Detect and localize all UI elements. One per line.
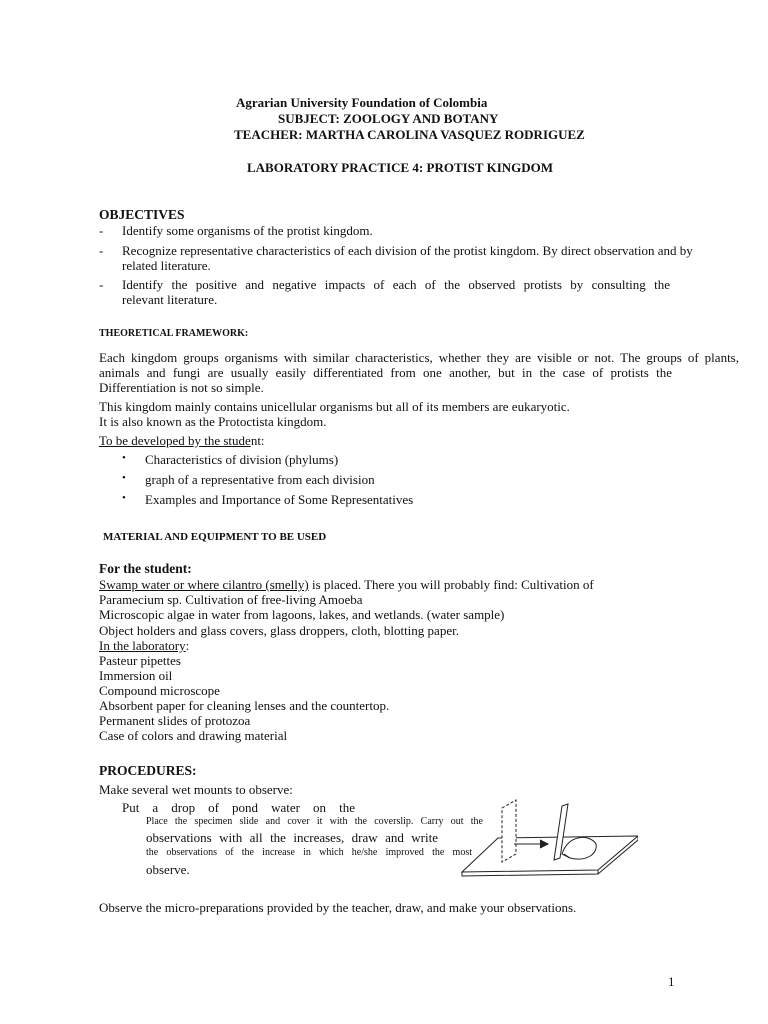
- lab-title-rest: :: [185, 638, 190, 653]
- framework-title: THEORETICAL FRAMEWORK:: [99, 328, 249, 339]
- objective-dash: -: [99, 243, 104, 258]
- develop-label: [99, 433, 265, 448]
- bullet-icon: •: [122, 452, 126, 464]
- swamp-line-rest: is placed. There you will probably find: Cultivation of: [308, 577, 594, 592]
- objectives-title: OBJECTIVES: [99, 207, 185, 222]
- procedures-intro: Make several wet mounts to observe:: [99, 782, 293, 797]
- lab-title: [99, 638, 189, 653]
- framework-para1-line3: Differentiation is not so simple.: [99, 380, 264, 395]
- lab-item: Pasteur pipettes: [99, 653, 181, 668]
- university-name: Agrarian University Foundation of Colombia: [236, 95, 488, 110]
- develop-label-underlined: To be developed by the stude: [99, 433, 251, 448]
- framework-para1-line2: animals and fungi are usually easily differentiated from one another, but in the case of protists the: [99, 365, 672, 380]
- bullet-icon: •: [122, 472, 126, 484]
- procedures-title: PROCEDURES:: [99, 763, 197, 778]
- subject-line: SUBJECT: ZOOLOGY AND BOTANY: [278, 111, 499, 126]
- teacher-line: TEACHER: MARTHA CAROLINA VASQUEZ RODRIGUEZ: [234, 127, 585, 142]
- bullet-icon: •: [122, 492, 126, 504]
- lab-item: Immersion oil: [99, 668, 173, 683]
- develop-bullet-2: graph of a representative from each division: [145, 472, 375, 487]
- lab-title-underlined: In the laboratory: [99, 638, 186, 653]
- objective-dash: -: [99, 223, 104, 238]
- student-title: For the student:: [99, 561, 192, 576]
- procedure-step-line-4: the observations of the increase in which he/she improved the most: [146, 847, 472, 858]
- develop-bullet-1: Characteristics of division (phylums): [145, 452, 339, 467]
- objective-item-3-line-1: Identify the positive and negative impacts of each of the observed protists by consulting the: [122, 277, 670, 292]
- objective-dash: -: [99, 277, 104, 292]
- framework-para2-line1: This kingdom mainly contains unicellular organisms but all of its members are eukaryotic.: [99, 399, 570, 414]
- lab-item: Absorbent paper for cleaning lenses and the countertop.: [99, 698, 390, 713]
- objective-item-2-line-1: Recognize representative characteristics of each division of the protist kingdom. By direct observation and by: [122, 243, 693, 258]
- swamp-line-underlined: Swamp water or where cilantro (smelly): [99, 577, 309, 592]
- objective-item-3-line-2: relevant literature.: [122, 292, 218, 307]
- material-line: Paramecium sp. Cultivation of free-living Amoeba: [99, 592, 363, 607]
- procedure-step-line-2: Place the specimen slide and cover it with the coverslip. Carry out the: [146, 816, 483, 827]
- lab-item: Permanent slides of protozoa: [99, 713, 251, 728]
- develop-bullet-3: Examples and Importance of Some Representatives: [145, 492, 414, 507]
- material-line: Object holders and glass covers, glass droppers, cloth, blotting paper.: [99, 623, 459, 638]
- procedure-step-line-3: observations with all the increases, draw and write: [146, 830, 438, 845]
- objective-item-1: Identify some organisms of the protist kingdom.: [122, 223, 373, 238]
- practice-title: LABORATORY PRACTICE 4: PROTIST KINGDOM: [247, 160, 554, 175]
- slide-coverslip-illustration: [458, 796, 638, 884]
- framework-para1-line1: Each kingdom groups organisms with similar characteristics, whether they are visible or not. The groups of plants,: [99, 350, 739, 365]
- swamp-line: [99, 577, 594, 592]
- page-number: 1: [668, 974, 675, 989]
- procedures-closing: Observe the micro-preparations provided by the teacher, draw, and make your observations.: [99, 900, 577, 915]
- procedure-step-line-5: observe.: [146, 862, 190, 877]
- materials-title: MATERIAL AND EQUIPMENT TO BE USED: [103, 531, 327, 543]
- lab-item: Case of colors and drawing material: [99, 728, 288, 743]
- objective-item-2-line-2: related literature.: [122, 258, 211, 273]
- material-line: Microscopic algae in water from lagoons, lakes, and wetlands. (water sample): [99, 607, 505, 622]
- lab-item: Compound microscope: [99, 683, 220, 698]
- framework-para2-line2: It is also known as the Protoctista kingdom.: [99, 414, 327, 429]
- develop-label-rest: nt:: [250, 433, 265, 448]
- procedure-step-line-1: Put a drop of pond water on the: [122, 800, 355, 815]
